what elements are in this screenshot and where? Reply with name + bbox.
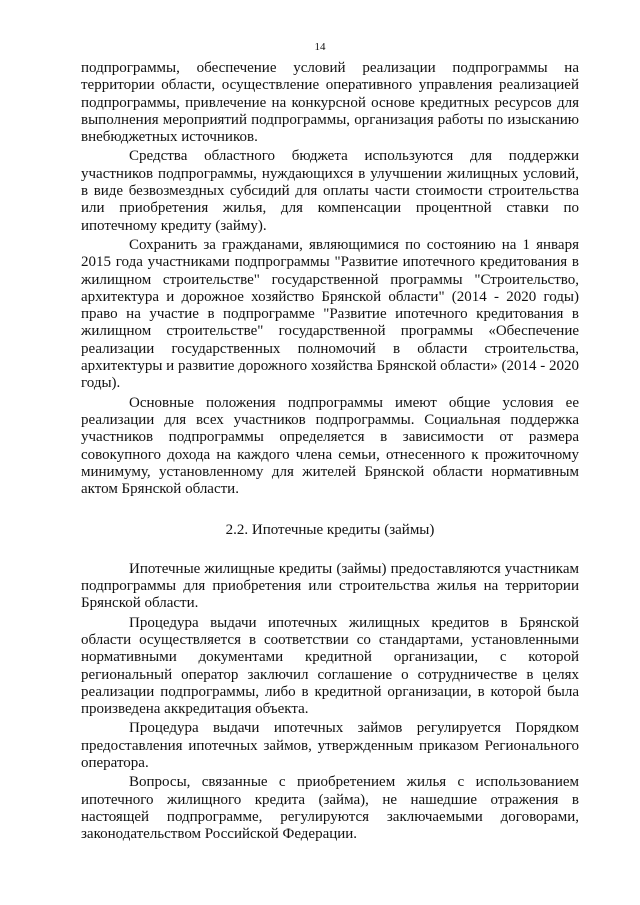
paragraph: Процедура выдачи ипотечных жилищных кредитов в Брянской области осуществляется в соответствии со стандартами, установленными нормативными документами кредитной организации, с которой региональный оператор заключил соглашение о сотрудничестве в целях реализации подпрограммы, либо в кредитной организации, в которой была произведена аккредитация объекта. — [81, 614, 579, 718]
paragraph: Основные положения подпрограммы имеют общие условия ее реализации для всех участников подпрограммы. Социальная поддержка участников подпрограммы определяется в зависимости от размера совокупного дохода на каждого члена семьи, отнесенного к прожиточному минимуму, установленному для жителей Брянской области нормативным актом Брянской области. — [81, 394, 579, 498]
page-number: 14 — [314, 41, 326, 53]
paragraph: Сохранить за гражданами, являющимися по состоянию на 1 января 2015 года участниками подпрограммы "Развитие ипотечного кредитования в жилищном строительстве" государственной программы "Строительство, архитектура и дорожное хозяйство Брянской области" (2014 - 2020 годы) право на участие в подпрограмме "Развитие ипотечного кредитования в жилищном строительстве" государственной программы «Обеспечение реализации государственных полномочий в области строительства, архитектуры и развитие дорожного хозяйства Брянской области» (2014 - 2020 годы). — [81, 236, 579, 392]
paragraph: Ипотечные жилищные кредиты (займы) предоставляются участникам подпрограммы для приобретения или строительства жилья на территории Брянской области. — [81, 560, 579, 612]
paragraph: Средства областного бюджета используются для поддержки участников подпрограммы, нуждающихся в улучшении жилищных условий, в виде безвозмездных субсидий для оплаты части стоимости строительства или приобретения жилья, для компенсации процентной ставки по ипотечному кредиту (займу). — [81, 148, 579, 234]
paragraph: Процедура выдачи ипотечных займов регулируется Порядком предоставления ипотечных займов, утвержденным приказом Регионального оператора. — [81, 720, 579, 771]
paragraph: подпрограммы, обеспечение условий реализации подпрограммы на территории области, осуществление оперативного управления реализацией подпрограммы, привлечение на конкурсной основе кредитных ресурсов для выполнения мероприятий подпрограммы, организация работы по изысканию внебюджетных источников. — [81, 60, 579, 146]
section-heading: 2.2. Ипотечные кредиты (займы) — [225, 522, 435, 539]
document-body — [81, 60, 579, 843]
paragraph: Вопросы, связанные с приобретением жилья с использованием ипотечного жилищного кредита (займа), не нашедшие отражения в настоящей подпрограмме, регулируются заключаемыми договорами, законодательством Российской Федерации. — [81, 774, 579, 843]
